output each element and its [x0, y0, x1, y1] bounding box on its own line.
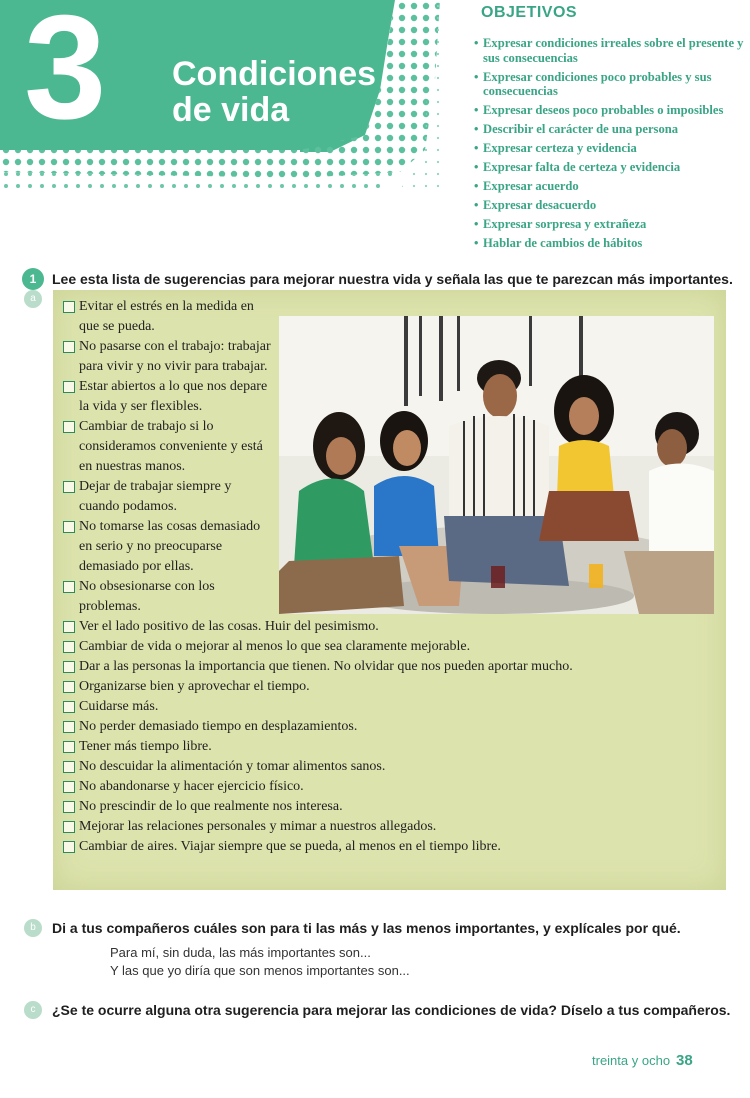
- page-footer: [592, 1052, 693, 1069]
- checkbox-icon[interactable]: [63, 301, 75, 313]
- unit-title: [172, 56, 376, 128]
- suggestion-item[interactable]: [63, 417, 274, 477]
- suggestion-text: Mejorar las relaciones personales y mimar a nuestros allegados.: [79, 819, 437, 834]
- suggestion-item[interactable]: [63, 477, 274, 517]
- checkbox-icon[interactable]: [63, 661, 75, 673]
- checkbox-icon[interactable]: [63, 381, 75, 393]
- example-sentence-1: Para mí, sin duda, las más importantes son...: [110, 945, 371, 960]
- checkbox-icon[interactable]: [63, 741, 75, 753]
- suggestion-text: Cuidarse más.: [79, 699, 159, 714]
- checkbox-icon[interactable]: [63, 821, 75, 833]
- checkbox-icon[interactable]: [63, 341, 75, 353]
- suggestion-item[interactable]: [63, 737, 723, 757]
- objectives-heading: OBJETIVOS: [481, 4, 578, 21]
- exercise-number-badge: 1: [22, 268, 44, 290]
- checkbox-icon[interactable]: [63, 481, 75, 493]
- page-number-words: treinta y ocho: [592, 1053, 671, 1068]
- objective-item: • Hablar de cambios de hábitos: [474, 236, 744, 251]
- suggestion-text: Dar a las personas la importancia que tienen. No olvidar que nos pueden aportar mucho.: [79, 659, 573, 674]
- objective-item: • Expresar deseos poco probables o imposibles: [474, 103, 744, 118]
- suggestion-item[interactable]: [63, 657, 723, 677]
- suggestion-item[interactable]: [63, 717, 723, 737]
- objective-item: • Expresar acuerdo: [474, 179, 744, 194]
- objective-item: • Expresar sorpresa y extrañeza: [474, 217, 744, 232]
- suggestion-item[interactable]: [63, 757, 723, 777]
- part-b-label: b: [24, 919, 42, 937]
- suggestion-text: Dejar de trabajar siempre y cuando podamos.: [79, 479, 232, 514]
- checkbox-icon[interactable]: [63, 581, 75, 593]
- suggestion-text: No tomarse las cosas demasiado en serio y no preocuparse demasiado por ellas.: [79, 519, 261, 574]
- suggestion-text: No descuidar la alimentación y tomar alimentos sanos.: [79, 759, 386, 774]
- exercise-b-instruction: Di a tus compañeros cuáles son para ti las más y las menos importantes, y explícales por qué.: [52, 920, 681, 936]
- objectives-panel: [474, 4, 744, 255]
- suggestion-text: Cambiar de trabajo si lo consideramos conveniente y está en nuestras manos.: [79, 419, 263, 474]
- suggestion-item[interactable]: [63, 817, 723, 837]
- objective-item: • Expresar falta de certeza y evidencia: [474, 160, 744, 175]
- objective-item: • Expresar desacuerdo: [474, 198, 744, 213]
- exercise-c-instruction: ¿Se te ocurre alguna otra sugerencia para mejorar las condiciones de vida? Díselo a tus compañeros.: [52, 1002, 731, 1018]
- page-number: 38: [676, 1052, 693, 1069]
- suggestion-text: Ver el lado positivo de las cosas. Huir del pesimismo.: [79, 619, 379, 634]
- example-sentence-2: Y las que yo diría que son menos importantes son...: [110, 963, 410, 978]
- suggestion-text: Tener más tiempo libre.: [79, 739, 212, 754]
- checkbox-icon[interactable]: [63, 841, 75, 853]
- unit-number: 3: [24, 0, 103, 150]
- exercise-a-instruction: Lee esta lista de sugerencias para mejorar nuestra vida y señala las que te parezcan más importantes.: [52, 271, 733, 287]
- suggestion-item[interactable]: [63, 577, 274, 617]
- objective-item: • Describir el carácter de una persona: [474, 122, 744, 137]
- suggestion-item[interactable]: [63, 837, 723, 857]
- checkbox-icon[interactable]: [63, 721, 75, 733]
- suggestion-item[interactable]: [63, 697, 723, 717]
- suggestion-text: No pasarse con el trabajo: trabajar para vivir y no vivir para trabajar.: [79, 339, 271, 374]
- checkbox-icon[interactable]: [63, 421, 75, 433]
- suggestion-text: Estar abiertos a lo que nos depare la vida y ser flexibles.: [79, 379, 268, 414]
- suggestions-list: [63, 297, 723, 857]
- suggestion-text: Cambiar de aires. Viajar siempre que se pueda, al menos en el tiempo libre.: [79, 839, 501, 854]
- checkbox-icon[interactable]: [63, 621, 75, 633]
- objectives-list: [474, 36, 744, 251]
- suggestion-text: No abandonarse y hacer ejercicio físico.: [79, 779, 304, 794]
- checkbox-icon[interactable]: [63, 781, 75, 793]
- checkbox-icon[interactable]: [63, 641, 75, 653]
- suggestion-text: No prescindir de lo que realmente nos interesa.: [79, 799, 343, 814]
- part-c-label: c: [24, 1001, 42, 1019]
- suggestion-text: Cambiar de vida o mejorar al menos lo que sea claramente mejorable.: [79, 639, 471, 654]
- checkbox-icon[interactable]: [63, 521, 75, 533]
- checkbox-icon[interactable]: [63, 701, 75, 713]
- objective-item: • Expresar condiciones irreales sobre el presente y sus consecuencias: [474, 36, 744, 65]
- suggestion-item[interactable]: [63, 677, 723, 697]
- suggestion-item[interactable]: [63, 637, 723, 657]
- suggestion-item[interactable]: [63, 517, 274, 577]
- suggestion-item[interactable]: [63, 377, 274, 417]
- checkbox-icon[interactable]: [63, 681, 75, 693]
- unit-title-line1: Condiciones: [172, 55, 377, 93]
- suggestion-item[interactable]: [63, 617, 723, 637]
- unit-title-line2: de vida: [172, 91, 290, 129]
- suggestion-text: Evitar el estrés en la medida en que se pueda.: [79, 299, 254, 334]
- suggestion-text: No perder demasiado tiempo en desplazamientos.: [79, 719, 358, 734]
- suggestion-item[interactable]: [63, 797, 723, 817]
- suggestion-item[interactable]: [63, 297, 274, 337]
- checkbox-icon[interactable]: [63, 801, 75, 813]
- suggestion-item[interactable]: [63, 337, 274, 377]
- checkbox-icon[interactable]: [63, 761, 75, 773]
- part-a-label: a: [24, 290, 42, 308]
- suggestion-text: Organizarse bien y aprovechar el tiempo.: [79, 679, 310, 694]
- suggestion-item[interactable]: [63, 777, 723, 797]
- suggestion-text: No obsesionarse con los problemas.: [79, 579, 215, 614]
- objective-item: • Expresar certeza y evidencia: [474, 141, 744, 156]
- objective-item: • Expresar condiciones poco probables y sus consecuencias: [474, 70, 744, 99]
